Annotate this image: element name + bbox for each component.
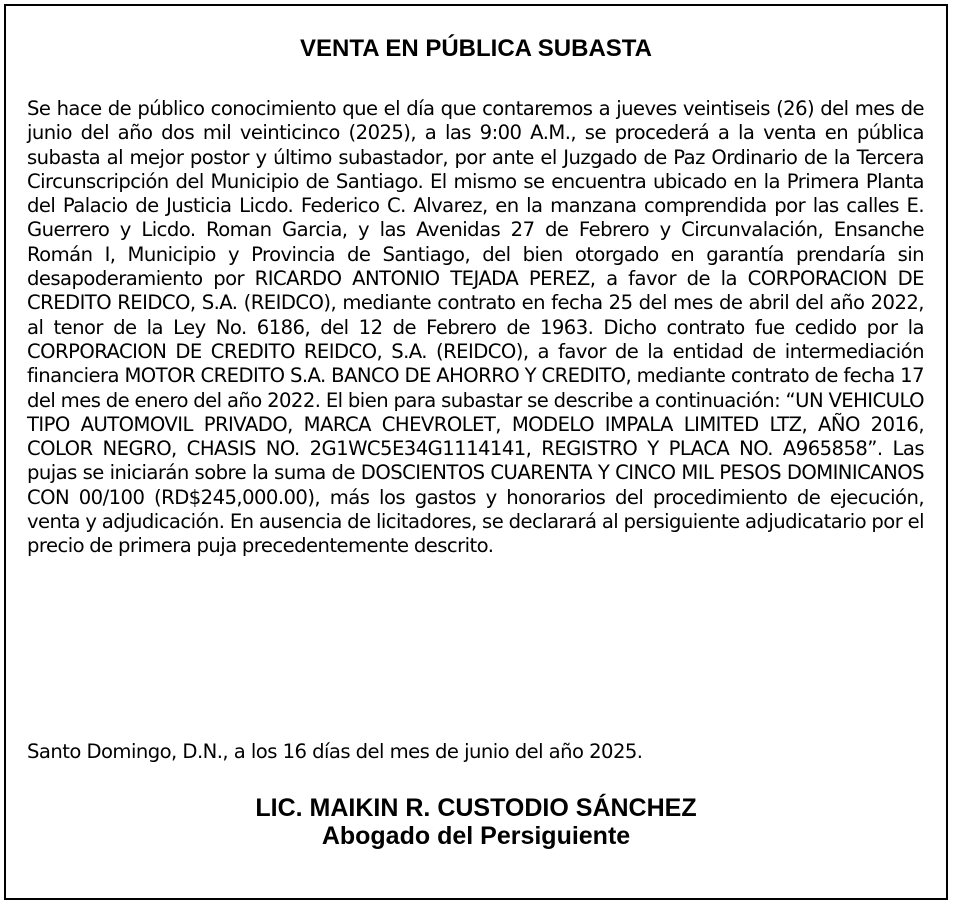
signature-name: LIC. MAIKIN R. CUSTODIO SÁNCHEZ bbox=[255, 794, 697, 822]
notice-frame bbox=[4, 4, 948, 900]
notice-closing-date: Santo Domingo, D.N., a los 16 días del mes de junio del año 2025. bbox=[27, 740, 643, 763]
notice-title: VENTA EN PÚBLICA SUBASTA bbox=[299, 35, 652, 62]
signature-role: Abogado del Persiguiente bbox=[321, 822, 631, 850]
notice-body: Se hace de público conocimiento que el día que contaremos a jueves veintiseis (26) del mes de junio del año dos mil veinticinco (2025), a las 9:00 A.M., se procederá a la venta en pública subasta al mejor postor y último subastador, por ante el Juzgado de Paz Ordinario de la Tercera Circunscripción del Municipio de Santiago. El mismo se encuentra ubicado en la Primera Planta del Palacio de Justicia Licdo. Federico C. Alvarez, en la manzana comprendida por las calles E. Guerrero y Licdo. Roman Garcia, y las Avenidas 27 de Febrero y Circunvalación, Ensanche Román I, Municipio y Provincia de Santiago, del bien otorgado en garantía prendaría sin desapoderamiento por RICARDO ANTONIO TEJADA PEREZ, a favor de la CORPORACION DE CREDITO REIDCO, S.A. (REIDCO), mediante contrato en fecha 25 del mes de abril del año 2022, al tenor de la Ley No. 6186, del 12 de Febrero de 1963. Dicho contrato fue cedido por la CORPORACION DE CREDITO REIDCO, S.A. (REIDCO), a favor de la entidad de intermediación financiera MOTOR CREDITO S.A. BANCO DE AHORRO Y CREDITO, mediante contrato de fecha 17 del mes de enero del año 2022. El bien para subastar se describe a continuación: “UN VEHICULO TIPO AUTOMOVIL PRIVADO, MARCA CHEVROLET, MODELO IMPALA LIMITED LTZ, AÑO 2016, COLOR NEGRO, CHASIS NO. 2G1WC5E34G1114141, REGISTRO Y PLACA NO. A965858”. Las pujas se iniciarán sobre la suma de DOSCIENTOS CUARENTA Y CINCO MIL PESOS DOMINICANOS CON 00/100 (RD$245,000.00), más los gastos y honorarios del procedimiento de ejecución, venta y adjudicación. En ausencia de licitadores, se declarará al persiguiente adjudicatario por el precio de primera puja precedentemente descrito. bbox=[27, 97, 924, 558]
